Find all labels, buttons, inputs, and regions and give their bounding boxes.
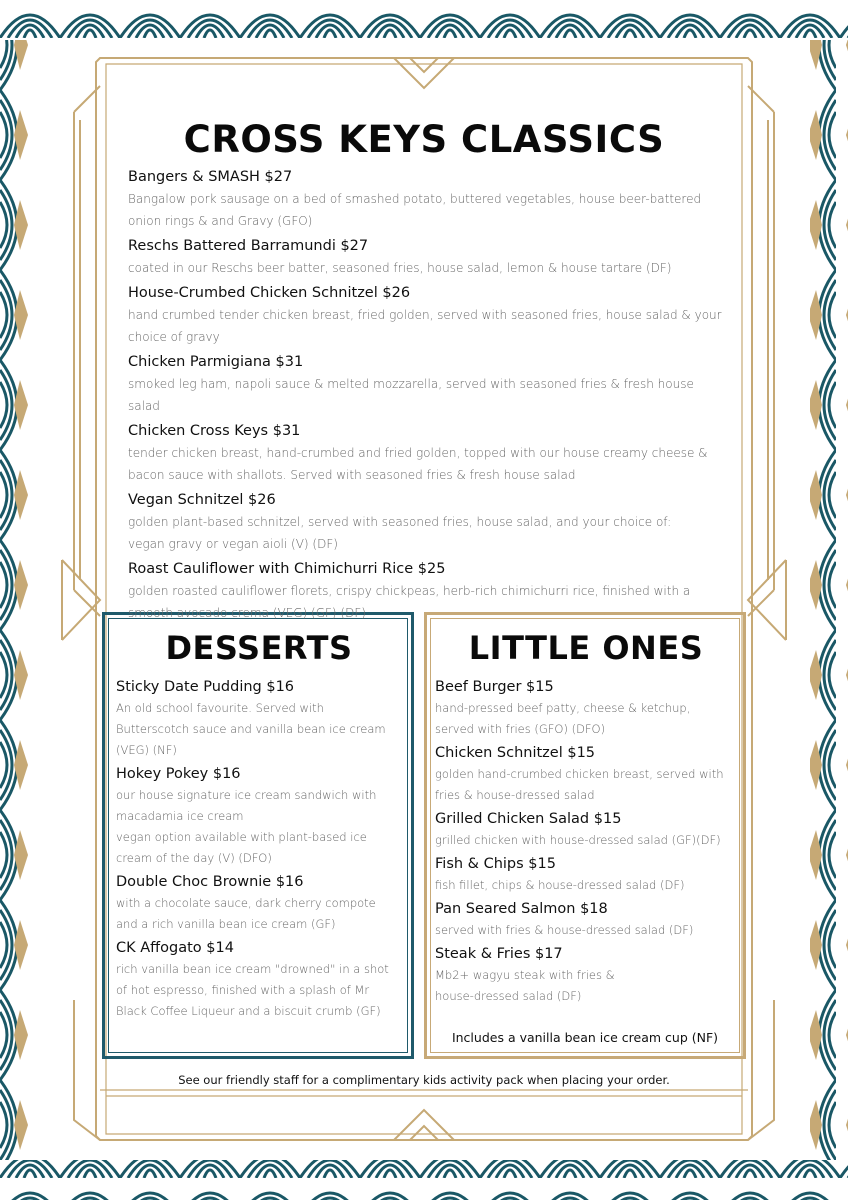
- menu-item: [116, 676, 408, 761]
- menu-item-description: [116, 785, 408, 869]
- menu-item-description: [435, 764, 740, 806]
- menu-item-description: [435, 875, 740, 896]
- menu-item-description: [128, 257, 728, 279]
- menu-item-description-line: served with fries & house-dressed salad (DF): [435, 923, 694, 937]
- menu-item: [128, 235, 728, 279]
- menu-item-name: Double Choc Brownie $16: [116, 874, 304, 890]
- menu-item: [435, 853, 740, 896]
- menu-item-name: Grilled Chicken Salad $15: [435, 811, 622, 827]
- menu-item-description: [435, 965, 740, 1007]
- desserts-title: DESSERTS: [165, 629, 353, 667]
- menu-item-description-line: house-dressed salad (DF): [435, 989, 582, 1003]
- menu-item-description-line: Butterscotch sauce and vanilla bean ice cream: [116, 722, 386, 736]
- menu-item-description: [435, 698, 740, 740]
- footer-note: See our friendly staff for a complimentary kids activity pack when placing your order.: [178, 1073, 670, 1087]
- ice-cream-note: Includes a vanilla bean ice cream cup (NF): [451, 1030, 719, 1045]
- menu-item-description-line: Black Coffee Liqueur and a biscuit crumb (GF): [116, 1004, 381, 1018]
- menu-item-description-line: rich vanilla bean ice cream "drowned" in a shot: [116, 962, 389, 976]
- menu-item: [116, 871, 408, 935]
- menu-item-description: [116, 698, 408, 761]
- menu-item-description-line: smooth avocado crema (VEG) (GF) (DF): [128, 606, 366, 620]
- menu-item-description: [116, 959, 408, 1022]
- little-ones-title: LITTLE ONES: [468, 629, 704, 667]
- menu-item-name: Chicken Cross Keys $31: [128, 423, 301, 439]
- menu-item-description: [435, 830, 740, 851]
- menu-item-description-line: with a chocolate sauce, dark cherry compote: [116, 896, 376, 910]
- menu-item-description-line: macadamia ice cream: [116, 809, 244, 823]
- menu-item-name: Sticky Date Pudding $16: [116, 679, 295, 695]
- menu-item: [128, 351, 728, 417]
- classics-title: CROSS KEYS CLASSICS: [183, 118, 665, 161]
- menu-item-description: [128, 304, 728, 348]
- menu-item-name: Vegan Schnitzel $26: [128, 492, 276, 508]
- menu-item-name: Fish & Chips $15: [435, 856, 556, 872]
- menu-item-description-line: cream of the day (V) (DFO): [116, 851, 272, 865]
- menu-item-name: Bangers & SMASH $27: [128, 169, 293, 185]
- menu-item-description-line: fish fillet, chips & house-dressed salad (DF): [435, 878, 685, 892]
- menu-item-name: Pan Seared Salmon $18: [435, 901, 608, 917]
- menu-item-description-line: coated in our Reschs beer batter, seasoned fries, house salad, lemon & house tartare (DF): [128, 261, 672, 275]
- menu-item-description-line: An old school favourite. Served with: [116, 701, 324, 715]
- menu-item: [116, 937, 408, 1022]
- menu-item-description-line: vegan option available with plant-based ice: [116, 830, 367, 844]
- menu-item: [128, 558, 728, 624]
- menu-item-name: Roast Cauliflower with Chimichurri Rice $25: [128, 561, 446, 577]
- menu-item-description-line: of hot espresso, finished with a splash of Mr: [116, 983, 370, 997]
- menu-item: [435, 943, 740, 1007]
- menu-item: [128, 166, 728, 232]
- menu-item: [435, 808, 740, 851]
- menu-item-name: Chicken Parmigiana $31: [128, 354, 304, 370]
- menu-item: [116, 763, 408, 869]
- menu-item-description-line: smoked leg ham, napoli sauce & melted mozzarella, served with seasoned fries & fresh house salad: [128, 377, 694, 413]
- menu-item-description: [435, 920, 740, 941]
- menu-item-name: CK Affogato $14: [116, 940, 234, 956]
- menu-item: [128, 420, 728, 486]
- little-ones-list: [435, 676, 740, 1009]
- menu-item-name: Steak & Fries $17: [435, 946, 563, 962]
- menu-item: [435, 742, 740, 806]
- menu-item-description-line: hand-pressed beef patty, cheese & ketchup,: [435, 701, 691, 715]
- menu-item-description: [128, 580, 728, 624]
- classics-list: [128, 166, 728, 627]
- menu-item-description: [128, 511, 728, 555]
- menu-item-name: Beef Burger $15: [435, 679, 554, 695]
- menu-item-description-line: vegan gravy or vegan aioli (V) (DF): [128, 537, 338, 551]
- menu-item-description-line: golden hand-crumbed chicken breast, served with: [435, 767, 724, 781]
- menu-item: [128, 489, 728, 555]
- desserts-list: [116, 676, 408, 1024]
- menu-item-description-line: golden plant-based schnitzel, served with seasoned fries, house salad, and your choice of:: [128, 515, 672, 529]
- menu-item-name: Chicken Schnitzel $15: [435, 745, 596, 761]
- menu-item-description-line: tender chicken breast, hand-crumbed and fried golden, topped with our house creamy cheese &: [128, 446, 708, 460]
- menu-item-name: Reschs Battered Barramundi $27: [128, 238, 369, 254]
- menu-item-description-line: (VEG) (NF): [116, 743, 177, 757]
- menu-item-description-line: hand crumbed tender chicken breast, fried golden, served with seasoned fries, house salad & your: [128, 308, 722, 322]
- menu-item-description: [128, 188, 728, 232]
- menu-item-description-line: Mb2+ wagyu steak with fries &: [435, 968, 615, 982]
- menu-item-description: [128, 373, 728, 417]
- menu-item-description-line: our house signature ice cream sandwich with: [116, 788, 377, 802]
- menu-item: [435, 898, 740, 941]
- menu-item-name: Hokey Pokey $16: [116, 766, 241, 782]
- menu-item-description: [128, 442, 728, 486]
- menu-item-description-line: Bangalow pork sausage on a bed of smashed potato, buttered vegetables, house beer-battered: [128, 192, 702, 206]
- menu-item: [128, 282, 728, 348]
- menu-item-description-line: golden roasted cauliflower florets, crispy chickpeas, herb-rich chimichurri rice, finished with a: [128, 584, 691, 598]
- menu-item-description-line: served with fries (GFO) (DFO): [435, 722, 606, 736]
- menu-item-description-line: fries & house-dressed salad: [435, 788, 595, 802]
- menu-item-description-line: grilled chicken with house-dressed salad (GF)(DF): [435, 833, 721, 847]
- menu-item-name: House-Crumbed Chicken Schnitzel $26: [128, 285, 411, 301]
- menu-item: [435, 676, 740, 740]
- menu-item-description: [116, 893, 408, 935]
- menu-item-description-line: onion rings & and Gravy (GFO): [128, 214, 313, 228]
- menu-item-description-line: bacon sauce with shallots. Served with seasoned fries & fresh house salad: [128, 468, 576, 482]
- menu-item-description-line: choice of gravy: [128, 330, 220, 344]
- menu-item-description-line: and a rich vanilla bean ice cream (GF): [116, 917, 336, 931]
